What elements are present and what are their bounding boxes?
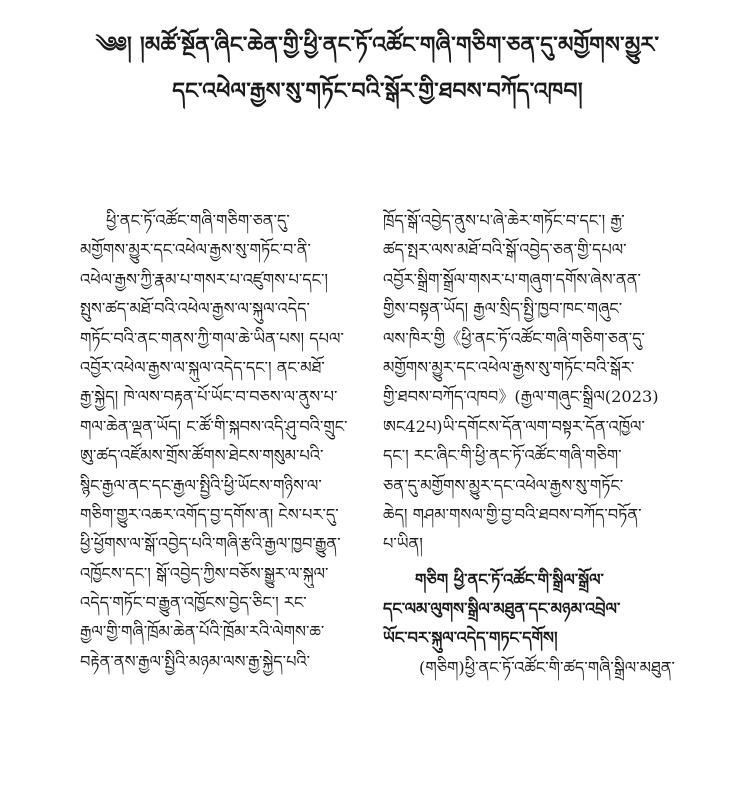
- body-line: ཚད་སྤར་ལས་མཐོ་བའི་སྒོ་འབྱེད་ཅན་གྱི་དཔལ་: [383, 240, 627, 260]
- body-line: པ་ཡིན།: [383, 534, 423, 554]
- body-line: ཆེད། གཤམ་གསལ་གྱི་བྱ་བའི་ཐབས་བཀོད་བཏོན་: [383, 504, 642, 524]
- body-line: གྱི་ཐབས་བཀོད་འཁབ》(རྒྱལ་གཞུང་སྒྲིལ(2023): [383, 387, 659, 407]
- body-line: འཕེལ་རྒྱས་ཀྱི་རྣམ་པ་གསར་པ་འཛུགས་པ་དང་།: [80, 269, 329, 289]
- title-line-1: ༄༅། །མཚོ་སྔོན་ཞིང་ཆེན་གྱི་ཕྱི་ནང་ཏོ་འཚོང་གཞི་གཅིག་ཅན་དུ་མགྱོགས་མྱུར་: [95, 32, 660, 58]
- body-line: གལ་ཆེན་ལྡན་ཡོད། ང་ཚོ་གི་སྐབས་འདི་ཤུ་བའི་གྲུང་: [80, 416, 348, 436]
- body-line: རྒྱ་སྐྱེད། ཁེ་ལས་བརྟན་པོ་ཡོང་བ་བཅས་ལ་ནུས་པ་: [80, 387, 338, 407]
- body-line: ཕྱི་ཕྱོགས་ལ་སྒོ་འབྱེད་པའི་གཞི་རྩའི་རྒྱལ་ཁྱབ་རྒྱུན་: [80, 534, 341, 554]
- body-line: སྤུས་ཚད་མཐོ་བའི་འཕེལ་རྒྱས་ལ་སྐུལ་འདེད་: [80, 299, 310, 319]
- body-line: མགྱོགས་མྱུར་དང་འཕེལ་རྒྱས་སུ་གཏོང་བའི་སྒོར་: [383, 357, 635, 377]
- body-line: འབྱོར་སྒྲིག་སྒྲོལ་གསར་པ་གཞུག་དགོས་ཞེས་ནན་: [383, 269, 641, 289]
- body-line: མགྱོགས་མྱུར་དང་འཕེལ་རྒྱས་སུ་གཏོང་བ་ནི་: [80, 240, 311, 260]
- body-line: འདེད་གཏོང་བ་རྒྱུན་འཁྱོངས་བྱེད་ཅིང་། རང་: [80, 593, 307, 613]
- body-line: ཨུ་ཚད་འཛོམས་གྲོས་ཚོགས་ཐེངས་གསུམ་པའི་: [80, 446, 324, 466]
- body-line: འབྱོར་འཕེལ་རྒྱས་ལ་སྐུལ་འདེད་དང་། ནང་མཐོ་: [80, 357, 325, 377]
- body-line: རྒྱལ་གྱི་གཞི་ཁྲོམ་ཆེན་པོའི་ཁྲོམ་རའི་ལེགས་ཆ་: [80, 622, 325, 642]
- body-line: ཨང42པ)ཡི་དགོངས་དོན་ལག་བསྟར་དོན་འཁྱོལ་: [383, 416, 645, 436]
- body-line: གྱིས་བསྟན་ཡོད། རྒྱལ་སྲིད་སྤྱི་ཁྱབ་ཁང་གཞུང་: [383, 299, 623, 319]
- right-column: [383, 206, 683, 682]
- body-line: ཁྲོད་སྒོ་འབྱེད་ནུས་པ་ཞེ་ཆེར་གཏོང་བ་དང་། རྒྱ་: [383, 211, 625, 230]
- title-line-2: དང་འཕེལ་རྒྱས་སུ་གཏོང་བའི་སྒོར་གྱི་ཐབས་བཀོད་འཁབ།: [172, 78, 583, 104]
- subsection-heading: (གཅིག)ཕྱི་ནང་ཏོ་འཚོང་གི་ཚད་གཞི་སྒྲིལ་མཐུན་: [419, 657, 675, 677]
- body-line: ཅན་དུ་མགྱོགས་མྱུར་དང་འཕེལ་རྒྱས་སུ་གཏོང་: [383, 475, 624, 495]
- body-line: དང་། རང་ཞིང་གི་ཕྱི་ནང་ཏོ་འཚོང་གཞི་གཅིག་: [383, 446, 622, 466]
- body-line: སྙིང་རྒྱལ་ནང་དང་རྒྱལ་སྤྱིའི་ཕྱི་ཡོངས་གཉིས་ལ་: [80, 475, 322, 495]
- section-heading: གཅིག ཕྱི་ནང་ཏོ་འཚོང་གི་སྒྲིལ་སྒྲོལ་: [415, 569, 604, 589]
- body-line: འཁྱོངས་དང་། སྒོ་འབྱེད་ཀྱིས་བཅོས་སྒྱུར་ལ་སྐུལ་: [80, 563, 329, 583]
- body-line: བརྟེན་ནས་རྒྱལ་སྤྱིའི་མཉམ་ལས་རྒྱ་སྐྱེད་པའི་: [80, 651, 311, 671]
- body-line: གཏོང་བའི་ནང་གནས་ཀྱི་གལ་ཆེ་ཡིན་པས། དཔལ་: [80, 328, 344, 348]
- section-heading: ཡོང་བར་སྐུལ་འདེད་གཏང་དགོས།: [383, 628, 558, 648]
- left-column: [80, 206, 358, 676]
- document-title: [70, 22, 685, 114]
- body-line: ལས་ཁིར་གྱི《ཕྱི་ནང་ཏོ་འཚོང་གཞི་གཅིག་ཅན་དུ་: [383, 328, 645, 348]
- section-heading: དང་ལམ་ལུགས་སྒྲིལ་མཐུན་དང་མཉམ་འབྲེལ་: [383, 599, 621, 619]
- body-line: གཅིག་གྱུར་འཆར་འགོད་བྱ་དགོས་ན། ངེས་པར་དུ་: [80, 504, 339, 524]
- body-line: ཕྱི་ནང་ཏོ་འཚོང་གཞི་གཅིག་ཅན་དུ་: [106, 211, 290, 230]
